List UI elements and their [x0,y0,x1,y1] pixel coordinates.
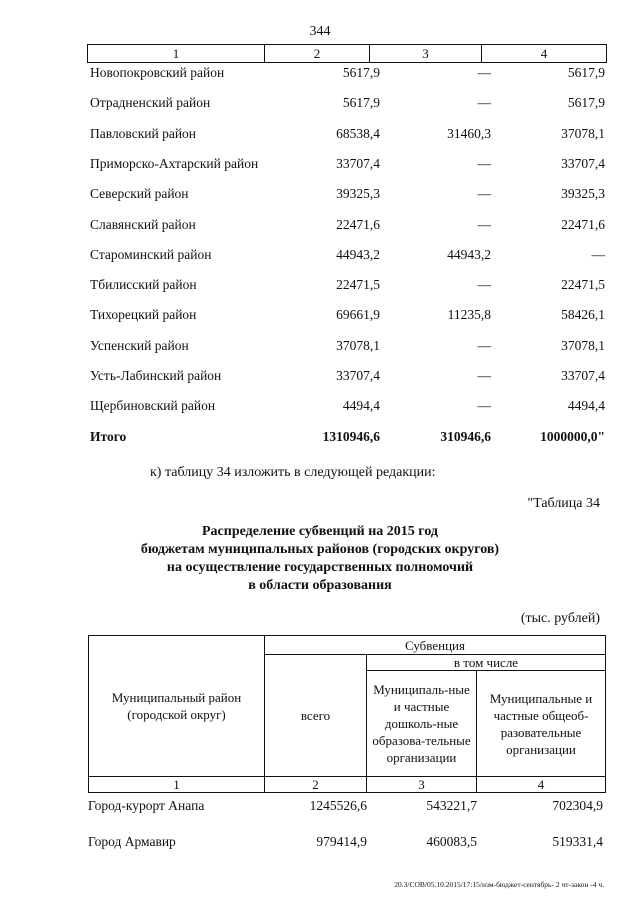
page-number: 344 [309,24,331,39]
header-total [264,654,367,777]
district-name: Славянский район [90,216,196,232]
value-total: 5617,9 [342,95,380,111]
table-row [0,156,640,186]
value-part-2: 58426,1 [561,307,605,323]
caption-line-1: Распределение субвенций на 2015 год [202,524,438,539]
table-caption [0,523,640,595]
table-row [0,65,640,95]
table-row [0,217,640,247]
col-number-3: 3 [370,45,482,62]
header-general-text: Муниципальные и частные общеоб-разовательные организации [489,690,593,757]
value-total: 1310946,6 [322,428,380,444]
header-general [476,670,606,777]
header-subvention [264,635,606,655]
value-total: 33707,4 [336,368,380,383]
district-name: Павловский район [90,125,197,141]
bottom-col-number-3 [366,776,477,793]
district-name: Отрадненский район [90,95,211,111]
value-general: 702304,9 [552,798,603,813]
bottom-col-number-4-text: 4 [537,777,545,792]
district-name: Усть-Лабинский район [90,368,222,383]
value-part-1: — [477,186,491,202]
value-total: 4494,4 [342,398,380,414]
table-row [0,368,640,398]
district-name: Новопокровский район [90,65,225,80]
col-number-1: 1 [88,45,265,62]
value-total: 22471,5 [336,277,380,293]
value-part-2: 39325,3 [561,186,605,202]
units-label: (тыс. рублей) [520,611,600,626]
value-total: 69661,9 [336,307,380,323]
caption-line-4: в области образования [248,578,392,593]
value-total: 39325,3 [336,186,380,202]
value-general: 519331,4 [552,834,603,849]
value-part-2: 5617,9 [567,95,605,111]
table-row [0,247,640,277]
table-row [0,186,640,216]
header-total-text: всего [300,708,331,723]
value-total: 1245526,6 [309,798,367,813]
value-total: 5617,9 [342,65,380,80]
value-part-1: — [477,277,491,293]
value-part-2: — [591,246,605,262]
bottom-col-number-1-text: 1 [173,777,180,792]
value-part-1: — [477,398,491,414]
district-name: Щербиновский район [90,398,216,414]
bottom-col-number-2-text: 2 [312,777,319,792]
value-part-2: 33707,4 [561,155,605,171]
district-name: Северский район [90,186,189,202]
value-part-1: 310946,6 [440,428,491,444]
value-preschool: 460083,5 [426,834,477,849]
header-preschool-text: Муниципаль-ные и частные дошколь-ные образова-тельные организации [372,682,471,765]
district-name: Тихорецкий район [90,307,197,323]
table-row [0,95,640,125]
value-part-1: — [477,337,491,353]
value-part-1: — [477,95,491,111]
district-name: Староминский район [90,246,212,262]
value-part-1: — [477,368,491,383]
value-total: 33707,4 [336,155,380,171]
bottom-col-number-1 [88,776,265,793]
table-label: "Таблица 34 [527,496,600,511]
value-part-1: 11235,8 [447,307,491,323]
district-name: Город-курорт Анапа [88,798,205,813]
bottom-table-header [88,635,606,793]
value-part-1: — [477,65,491,80]
header-district-text: Муниципальный район (городской округ) [111,690,242,722]
district-name: Приморско-Ахтарский район [90,155,259,171]
district-name: Город Армавир [88,834,176,849]
table-row [0,277,640,307]
footer-path: 20.3/СОВ/05.10.2015/17:15/изм-бюджет-сентябрь- 2 чт-закон -4 ч. [394,880,604,889]
value-part-2: 33707,4 [561,368,605,383]
value-total: 37078,1 [336,337,380,353]
header-including-text: в том числе [453,655,519,670]
total-row [0,429,640,459]
bottom-col-number-3-text: 3 [418,777,425,792]
district-name: Успенский район [90,337,189,353]
table-row [0,126,640,156]
header-preschool [366,670,477,777]
header-including [366,654,606,671]
value-part-2: 5617,9 [567,65,605,80]
table-row [0,307,640,337]
header-subvention-text: Субвенция [405,637,465,653]
value-part-2: 37078,1 [561,125,605,141]
value-part-2: 4494,4 [567,398,605,414]
instruction-text: к) таблицу 34 изложить в следующей редакции: [150,465,436,480]
caption-line-3: на осуществление государственных полномочий [166,560,474,575]
value-total: 22471,6 [336,216,380,232]
value-part-2: 22471,5 [561,277,605,293]
header-district [88,635,265,777]
col-number-2: 2 [265,45,370,62]
value-part-1: 31460,3 [447,125,491,141]
value-total: 68538,4 [336,125,380,141]
value-part-2: 22471,6 [561,216,605,232]
value-total: 44943,2 [336,246,380,262]
top-table-column-numbers [87,44,607,63]
value-part-1: — [477,155,491,171]
table-row [0,398,640,428]
caption-line-2: бюджетам муниципальных районов (городских округов) [140,542,500,557]
value-part-1: 44943,2 [447,246,491,262]
bottom-col-number-4 [476,776,606,793]
value-part-2: 37078,1 [561,337,605,353]
district-name: Тбилисский район [90,277,197,293]
table-row [0,338,640,368]
value-part-1: — [477,216,491,232]
bottom-col-number-2 [264,776,367,793]
value-part-2: 1000000,0" [540,428,605,444]
value-total: 979414,9 [316,834,367,849]
value-preschool: 543221,7 [426,798,477,813]
district-name: Итого [90,428,127,444]
col-number-4: 4 [482,45,607,62]
